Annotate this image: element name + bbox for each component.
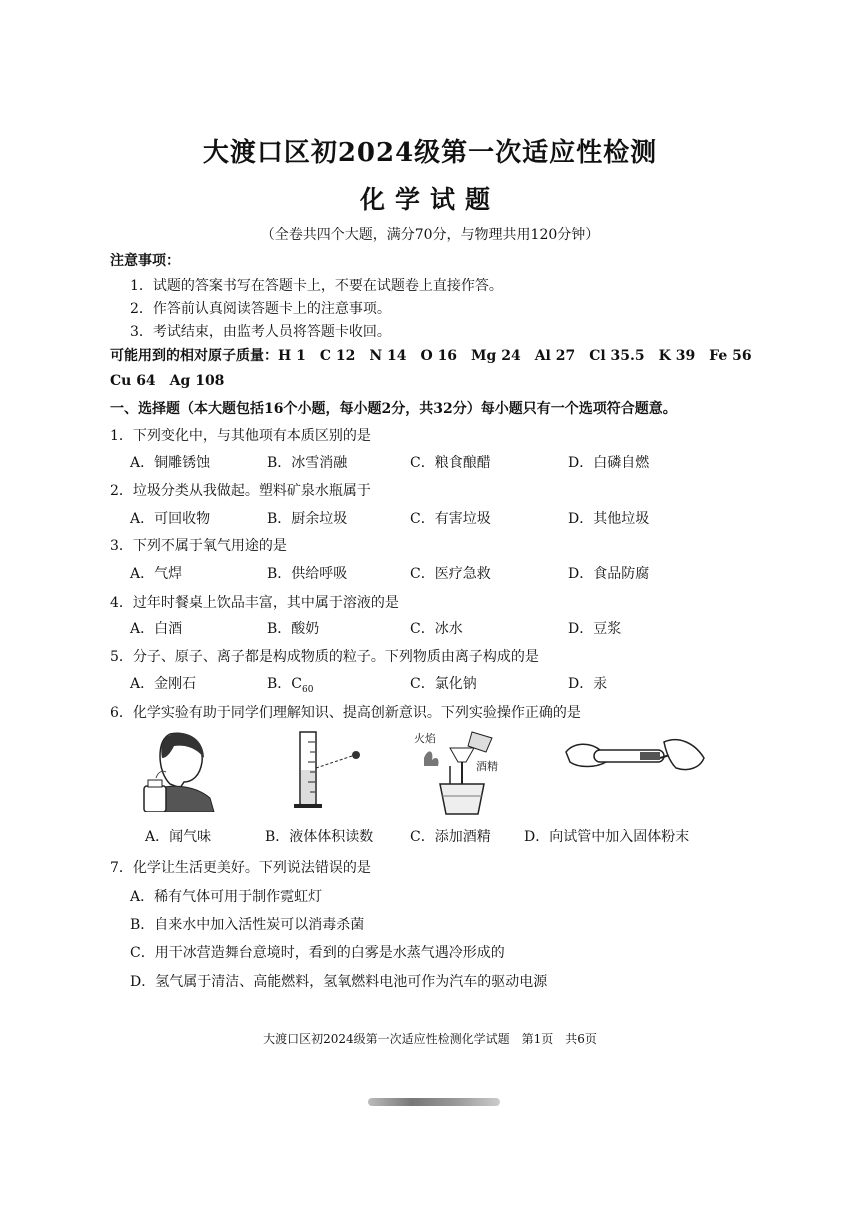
option-b: B．酸奶 — [267, 621, 320, 637]
atomic-mass-line-2: Cu 64 Ag 108 — [110, 373, 225, 389]
option-c: C．粮食酿醋 — [410, 455, 491, 471]
cylinder-figure — [290, 728, 370, 812]
option-b: B．供给呼吸 — [267, 566, 348, 582]
option-d: D．其他垃圾 — [568, 511, 650, 527]
experiment-figures — [130, 728, 730, 818]
option-c: C．用干冰营造舞台意境时，看到的白雾是水蒸气遇冷形成的 — [130, 945, 505, 961]
option-b: B．冰雪消融 — [267, 455, 348, 471]
option-b: B．自来水中加入活性炭可以消毒杀菌 — [130, 917, 365, 933]
page-footer: 大渡口区初2024级第一次适应性检测化学试题 第1页 共6页 — [263, 1032, 597, 1046]
smelling-figure — [130, 728, 220, 812]
option-b — [267, 673, 313, 695]
figure-caption-d: D．向试管中加入固体粉末 — [524, 829, 690, 845]
question-options — [130, 673, 770, 693]
option-d: D．汞 — [568, 676, 608, 692]
figure-caption-c: C．添加酒精 — [410, 829, 491, 845]
option-a: A．白酒 — [130, 621, 183, 637]
option-d: D．白磷自燃 — [568, 455, 650, 471]
option-c: C．有害垃圾 — [410, 511, 491, 527]
option-c: C．冰水 — [410, 621, 463, 637]
question-stem: 3．下列不属于氧气用途的是 — [110, 538, 287, 554]
question-stem: 1．下列变化中，与其他项有本质区别的是 — [110, 428, 371, 444]
option-d: D．豆浆 — [568, 621, 622, 637]
option-d: D．氢气属于清洁、高能燃料，氢氧燃料电池可作为汽车的驱动电源 — [130, 974, 548, 990]
option-a: A．气焊 — [130, 566, 183, 582]
option-c: C．医疗急救 — [410, 566, 491, 582]
scan-smudge — [368, 1098, 500, 1106]
question-options — [130, 452, 770, 472]
atomic-mass-line: 可能用到的相对原子质量：H 1 C 12 N 14 O 16 Mg 24 Al 27 Cl 35.5 K 39 Fe 56 — [110, 348, 752, 364]
subject-title: 化学试题 — [359, 185, 500, 214]
option-c: C．氯化钠 — [410, 676, 477, 692]
figure-caption-b: B．液体体积读数 — [265, 829, 374, 845]
note-item: 1．试题的答案书写在答题卡上，不要在试题卷上直接作答。 — [130, 278, 503, 294]
exam-subtitle: （全卷共四个大题，满分70分，与物理共用120分钟） — [260, 227, 600, 243]
option-a: A．铜雕锈蚀 — [130, 455, 211, 471]
section-heading: 一、选择题（本大题包括16个小题，每小题2分，共32分）每小题只有一个选项符合题意。 — [110, 401, 677, 417]
question-stem: 2．垃圾分类从我做起。塑料矿泉水瓶属于 — [110, 483, 371, 499]
question-stem: 6．化学实验有助于同学们理解知识、提高创新意识。下列实验操作正确的是 — [110, 705, 581, 721]
notes-heading: 注意事项： — [110, 253, 180, 269]
question-stem: 4．过年时餐桌上饮品丰富，其中属于溶液的是 — [110, 595, 399, 611]
flame-label: 火焰 — [414, 732, 436, 745]
option-b: B．厨余垃圾 — [267, 511, 348, 527]
test-tube-figure — [560, 728, 710, 798]
option-b-subscript: 60 — [302, 684, 314, 695]
question-options — [130, 508, 770, 528]
figure-caption-a: A．闻气味 — [145, 829, 212, 845]
option-a: A．稀有气体可用于制作霓虹灯 — [130, 889, 323, 905]
option-d: D．食品防腐 — [568, 566, 650, 582]
question-stem: 7．化学让生活更美好。下列说法错误的是 — [110, 860, 371, 876]
option-a: A．金刚石 — [130, 676, 197, 692]
question-options — [130, 563, 770, 583]
question-options — [130, 618, 770, 638]
option-a: A．可回收物 — [130, 511, 211, 527]
exam-title: 大渡口区初2024级第一次适应性检测 — [202, 138, 658, 168]
alcohol-lamp-figure — [410, 728, 520, 818]
option-b-text: B．C — [267, 676, 302, 692]
alcohol-label: 酒精 — [476, 760, 498, 773]
note-item: 2．作答前认真阅读答题卡上的注意事项。 — [130, 301, 391, 317]
note-item: 3．考试结束，由监考人员将答题卡收回。 — [130, 324, 391, 340]
question-stem: 5．分子、原子、离子都是构成物质的粒子。下列物质由离子构成的是 — [110, 649, 539, 665]
